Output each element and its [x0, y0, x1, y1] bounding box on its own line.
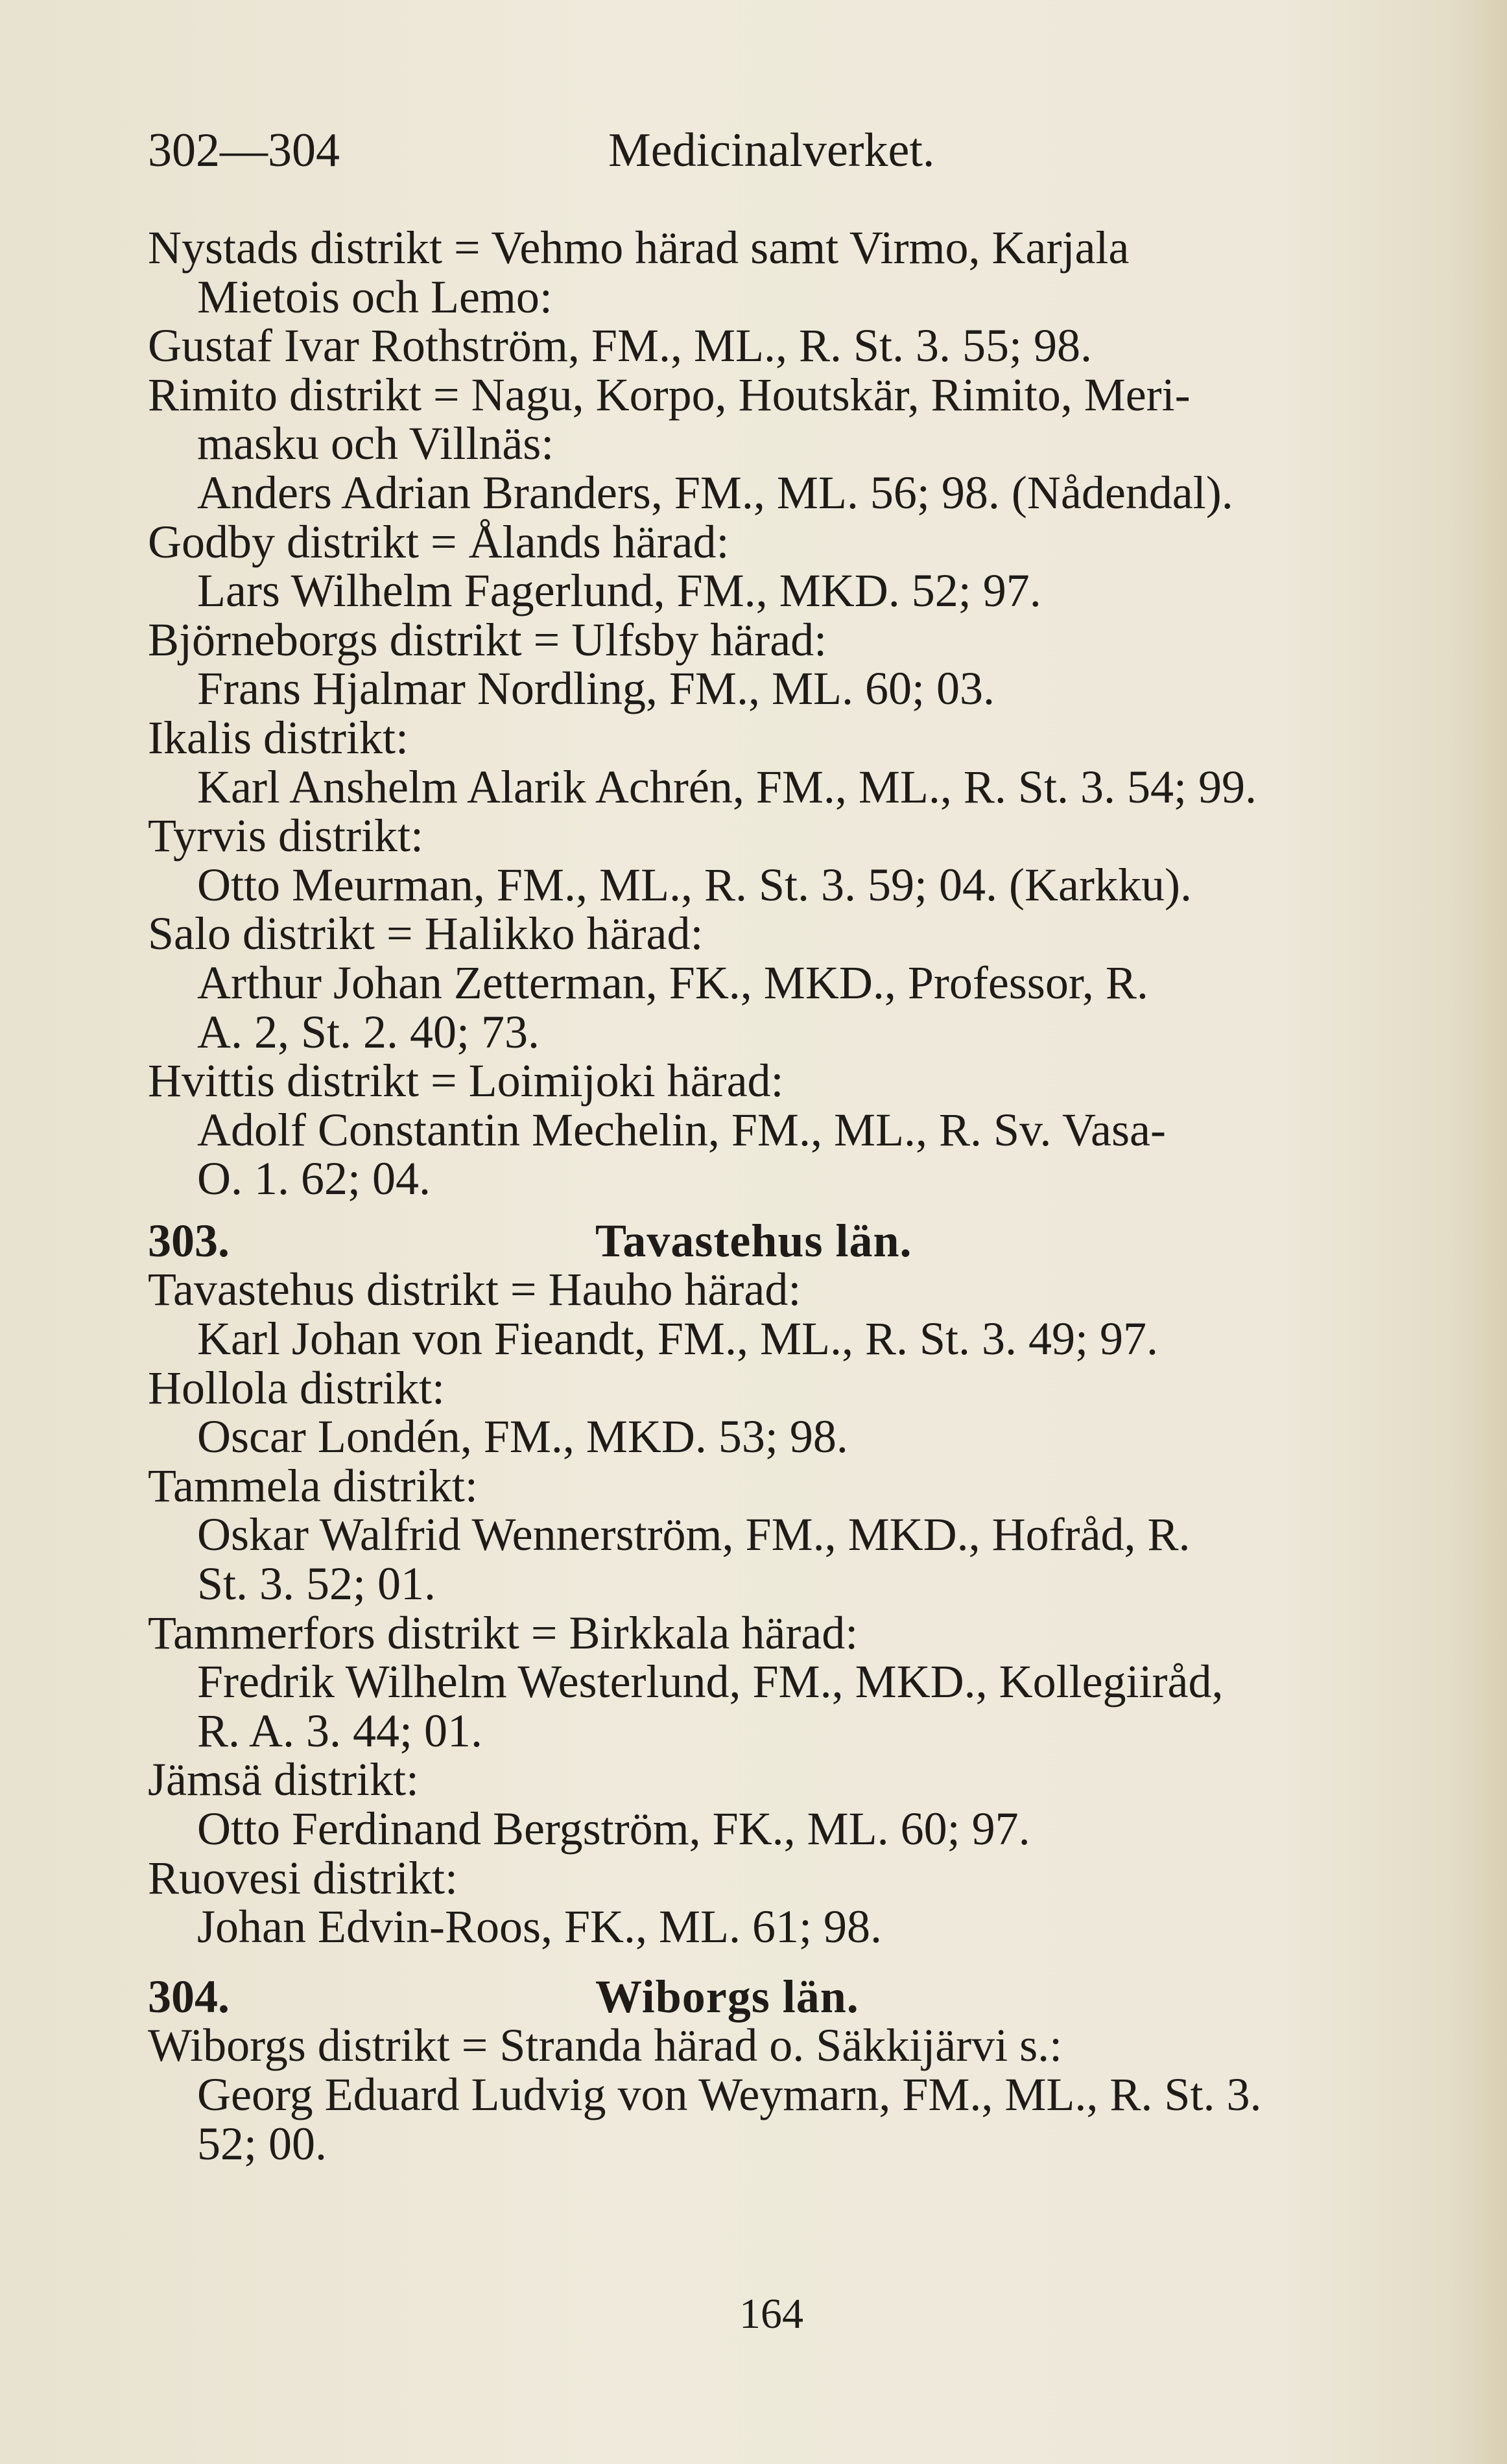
- section-number: 303.: [148, 1214, 230, 1267]
- entry-line: O. 1. 62; 04.: [197, 1153, 431, 1205]
- district-line: Rimito distrikt = Nagu, Korpo, Houtskär, Rimito, Meri-: [148, 368, 1191, 421]
- entry-line: Oskar Walfrid Wennerström, FM., MKD., Hofråd, R.: [197, 1508, 1191, 1561]
- district-line: Ikalis distrikt:: [148, 711, 409, 764]
- page-content: [148, 224, 1406, 2168]
- entry-line: 52; 00.: [197, 2117, 327, 2170]
- entry-line: Otto Ferdinand Bergström, FK., ML. 60; 97.: [197, 1803, 1030, 1855]
- page-range: 302—304: [148, 124, 340, 177]
- entry-line: A. 2, St. 2. 40; 73.: [197, 1005, 540, 1058]
- entry-line: Otto Meurman, FM., ML., R. St. 3. 59; 04. (Karkku).: [197, 858, 1192, 911]
- district-line: Gustaf Ivar Rothström, FM., ML., R. St. 3. 55; 98.: [148, 320, 1093, 372]
- entry-line: Arthur Johan Zetterman, FK., MKD., Professor, R.: [197, 956, 1148, 1009]
- entry-line: Lars Wilhelm Fagerlund, FM., MKD. 52; 97.: [197, 565, 1041, 617]
- district-line: Hollola distrikt:: [148, 1361, 445, 1414]
- entry-line: masku och Villnäs:: [197, 417, 554, 470]
- entry-line: Fredrik Wilhelm Westerlund, FM., MKD., Kollegiiråd,: [197, 1656, 1224, 1708]
- district-line: Tammerfors distrikt = Birkkala härad:: [148, 1606, 859, 1659]
- district-line: Salo distrikt = Halikko härad:: [148, 908, 704, 960]
- district-line: Hvittis distrikt = Loimijoki härad:: [148, 1055, 784, 1107]
- district-line: Tyrvis distrikt:: [148, 810, 423, 862]
- entry-line: Anders Adrian Branders, FM., ML. 56; 98. (Nådendal).: [197, 466, 1233, 519]
- district-line: Ruovesi distrikt:: [148, 1851, 458, 1904]
- page-number: 164: [739, 2290, 803, 2338]
- entry-line: Adolf Constantin Mechelin, FM., ML., R. Sv. Vasa-: [197, 1103, 1166, 1156]
- district-line: Wiborgs distrikt = Stranda härad o. Säkkijärvi s.:: [148, 2019, 1063, 2072]
- district-line: Tavastehus distrikt = Hauho härad:: [148, 1263, 801, 1316]
- district-line: Jämsä distrikt:: [148, 1754, 419, 1806]
- section-heading: [148, 1970, 1406, 2023]
- entry-line: Karl Johan von Fieandt, FM., ML., R. St. 3. 49; 97.: [197, 1313, 1159, 1365]
- entry-line: Oscar Londén, FM., MKD. 53; 98.: [197, 1411, 848, 1463]
- section-number: 304.: [148, 1970, 230, 2023]
- entry-line: Georg Eduard Ludvig von Weymarn, FM., ML., R. St. 3.: [197, 2068, 1262, 2120]
- entry-line: St. 3. 52; 01.: [197, 1558, 436, 1610]
- district-line: Nystads distrikt = Vehmo härad samt Virmo, Karjala: [148, 222, 1130, 274]
- entry-line: Mietois och Lemo:: [197, 270, 552, 323]
- entry-line: Frans Hjalmar Nordling, FM., ML. 60; 03.: [197, 663, 995, 715]
- entry-line: Johan Edvin-Roos, FK., ML. 61; 98.: [197, 1901, 883, 1953]
- section-title: Tavastehus län.: [595, 1214, 912, 1267]
- district-line: Godby distrikt = Ålands härad:: [148, 515, 730, 568]
- section-heading: [148, 1214, 1406, 1267]
- entry-line: Karl Anshelm Alarik Achrén, FM., ML., R. St. 3. 54; 99.: [197, 760, 1257, 813]
- district-line: Björneborgs distrikt = Ulfsby härad:: [148, 613, 827, 666]
- section-gap: [148, 1952, 1406, 1973]
- running-title: Medicinalverket.: [608, 124, 935, 177]
- section-title: Wiborgs län.: [595, 1970, 859, 2023]
- entry-line: R. A. 3. 44; 01.: [197, 1704, 483, 1757]
- district-line: Tammela distrikt:: [148, 1459, 478, 1512]
